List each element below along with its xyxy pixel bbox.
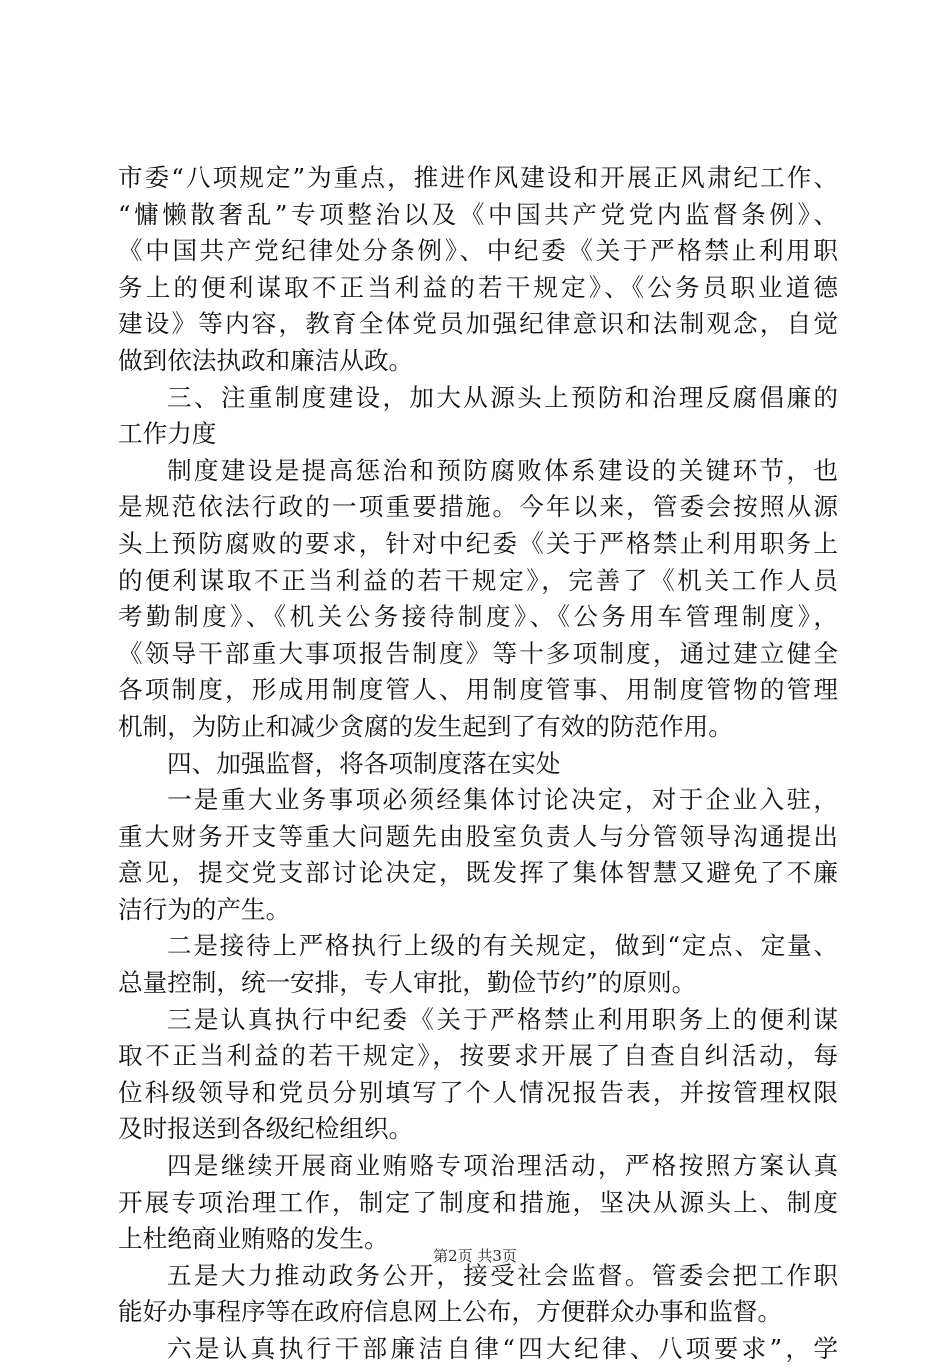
text-line: 一是重大业务事项必须经集体讨论决定，对于企业入驻， [167,785,838,815]
text-line: 三、注重制度建设，加大从源头上预防和治理反腐倡廉的 [167,382,838,412]
text-line: 及时报送到各级纪检组织。 [118,1114,414,1144]
text-line: 取不正当利益的若干规定》，按要求开展了自查自纠活动，每 [118,1041,838,1071]
text-line: 五是大力推动政务公开，接受社会监督。管委会把工作职 [167,1260,838,1290]
text-line: 能好办事程序等在政府信息网上公布，方便群众办事和监督。 [118,1297,783,1327]
text-line: 上杜绝商业贿赂的发生。 [118,1224,389,1254]
text-line: 做到依法执政和廉洁从政。 [118,345,414,375]
text-line: 开展专项治理工作，制定了制度和措施，坚决从源头上、制度 [118,1187,838,1217]
text-line: 头上预防腐败的要求，针对中纪委《关于严格禁止利用职务上 [118,528,838,558]
text-line: “慵懒散奢乱”专项整治以及《中国共产党党内监督条例》、 [118,199,838,229]
text-line: 重大财务开支等重大问题先由股室负责人与分管领导沟通提出 [118,821,838,851]
text-line: 位科级领导和党员分别填写了个人情况报告表，并按管理权限 [118,1077,838,1107]
text-line: 市委“八项规定”为重点，推进作风建设和开展正风肃纪工作、 [118,163,838,192]
text-line: 务上的便利谋取不正当利益的若干规定》、《公务员职业道德 [118,272,838,302]
document-body [118,160,838,1368]
text-line: 制度建设是提高惩治和预防腐败体系建设的关键环节，也 [167,455,838,485]
text-line: 工作力度 [118,419,217,449]
text-line: 是规范依法行政的一项重要措施。今年以来，管委会按照从源 [118,492,838,522]
text-line: 三是认真执行中纪委《关于严格禁止利用职务上的便利谋 [167,1004,838,1034]
text-line: 总量控制，统一安排，专人审批，勤俭节约”的原则。 [118,968,697,998]
text-line: 建设》等内容，教育全体党员加强纪律意识和法制观念，自觉 [118,309,838,339]
text-line: 六是认真执行干部廉洁自律“四大纪律、八项要求”，学 [167,1334,838,1363]
text-line: 四是继续开展商业贿赂专项治理活动，严格按照方案认真 [167,1151,838,1181]
text-line: 《中国共产党纪律处分条例》、中纪委《关于严格禁止利用职 [118,236,838,266]
text-line: 洁行为的产生。 [118,894,291,924]
text-line: 二是接待上严格执行上级的有关规定，做到“定点、定量、 [167,931,838,961]
text-line: 考勤制度》、《机关公务接待制度》、《公务用车管理制度》， [118,602,838,632]
text-line: 各项制度，形成用制度管人、用制度管事、用制度管物的管理 [118,675,838,705]
text-line: 四、加强监督，将各项制度落在实处 [167,748,561,778]
text-line: 的便利谋取不正当利益的若干规定》，完善了《机关工作人员 [118,565,838,595]
page-number-footer: 第2页 共3页 [433,1247,517,1265]
text-line: 《领导干部重大事项报告制度》等十多项制度，通过建立健全 [118,638,838,668]
text-line: 意见，提交党支部讨论决定，既发挥了集体智慧又避免了不廉 [118,858,838,888]
text-line: 机制，为防止和减少贪腐的发生起到了有效的防范作用。 [118,711,733,741]
